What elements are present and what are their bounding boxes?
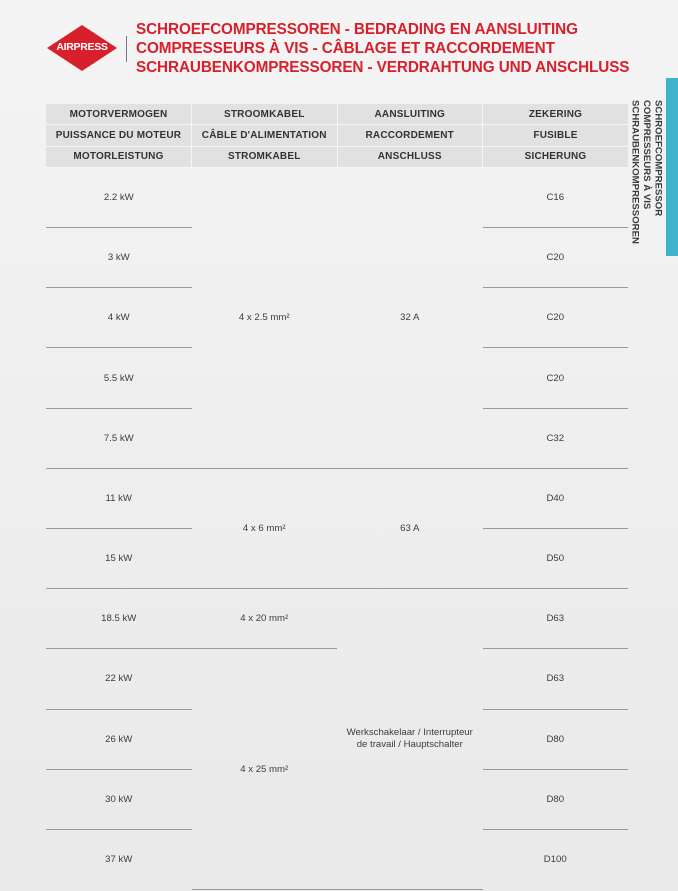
side-label-french: COMPRESSEURS À VIS [641,100,652,210]
fuse-cell: C20 [483,288,629,348]
connection-cell: 32 A [337,167,483,468]
header-connection: ANSCHLUSS [337,146,483,167]
fuse-cell: D80 [483,769,629,829]
header-divider [126,36,127,62]
motor-power-cell: 3 kW [46,228,192,288]
fuse-cell: D63 [483,589,629,649]
motor-power-cell: 4 kW [46,288,192,348]
page-titles [136,20,629,77]
header-fuse: SICHERUNG [483,146,629,167]
header-motor-power: MOTORVERMOGEN [46,104,192,125]
side-category-label [629,100,664,244]
title-dutch: SCHROEFCOMPRESSOREN - BEDRADING EN AANSLUITING [136,21,578,38]
table-row [46,589,628,649]
fuse-cell: D63 [483,649,629,709]
power-cable-cell: 4 x 2.5 mm² [192,167,338,468]
fuse-cell: D80 [483,709,629,769]
motor-power-cell: 22 kW [46,649,192,709]
motor-power-cell: 5.5 kW [46,348,192,408]
header-connection: AANSLUITING [337,104,483,125]
header-power-cable: STROOMKABEL [192,104,338,125]
motor-power-cell: 37 kW [105,854,133,866]
header-row-german [46,146,628,167]
side-label-dutch: SCHROEFCOMPRESSOR [652,100,664,217]
fuse-cell: D100 [543,854,567,866]
fuse-cell: C20 [483,228,629,288]
logo-text: AIRPRESS [56,41,108,53]
title-french: COMPRESSEURS À VIS - CÂBLAGE ET RACCORDEMENT [136,40,555,57]
header-power-cable: STROMKABEL [192,146,338,167]
table-row [46,167,628,227]
header-motor-power: MOTORLEISTUNG [46,146,192,167]
airpress-logo [46,24,118,72]
header-fuse: FUSIBLE [483,125,629,146]
motor-power-cell: 7.5 kW [46,408,192,468]
fuse-cell: C20 [483,348,629,408]
header-power-cable: CÂBLE D'ALIMENTATION [192,125,338,146]
table-row [46,468,628,528]
fuse-cell: D40 [483,468,629,528]
header-motor-power: PUISSANCE DU MOTEUR [46,125,192,146]
header-row-dutch [46,104,628,125]
side-label-german: SCHRAUBENKOMPRESSOREN [629,100,641,244]
title-german: SCHRAUBENKOMPRESSOREN - VERDRAHTUNG UND ANSCHLUSS [136,59,630,76]
power-cable-cell: 4 x 20 mm² [192,589,338,649]
wiring-spec-table [46,104,628,890]
side-accent-bar [666,78,678,256]
power-cable-cell: 4 x 6 mm² [192,468,338,588]
fuse-cell: C16 [483,167,629,227]
power-cable-cell: 4 x 25 mm² [192,649,338,889]
header-row-french [46,125,628,146]
fuse-cell: C32 [483,408,629,468]
motor-power-cell: 18.5 kW [46,589,192,649]
fuse-cell: D50 [483,529,629,589]
motor-power-cell: 26 kW [46,709,192,769]
motor-power-cell: 11 kW [46,468,192,528]
motor-power-cell: 2.2 kW [46,167,192,227]
motor-power-cell: 30 kW [46,769,192,829]
connection-cell: 63 A [337,468,483,588]
motor-power-cell: 15 kW [46,529,192,589]
connection-cell: Werkschakelaar / Interrupteur de travail / Hauptschalter [337,589,483,889]
header-fuse: ZEKERING [483,104,629,125]
header-connection: RACCORDEMENT [337,125,483,146]
